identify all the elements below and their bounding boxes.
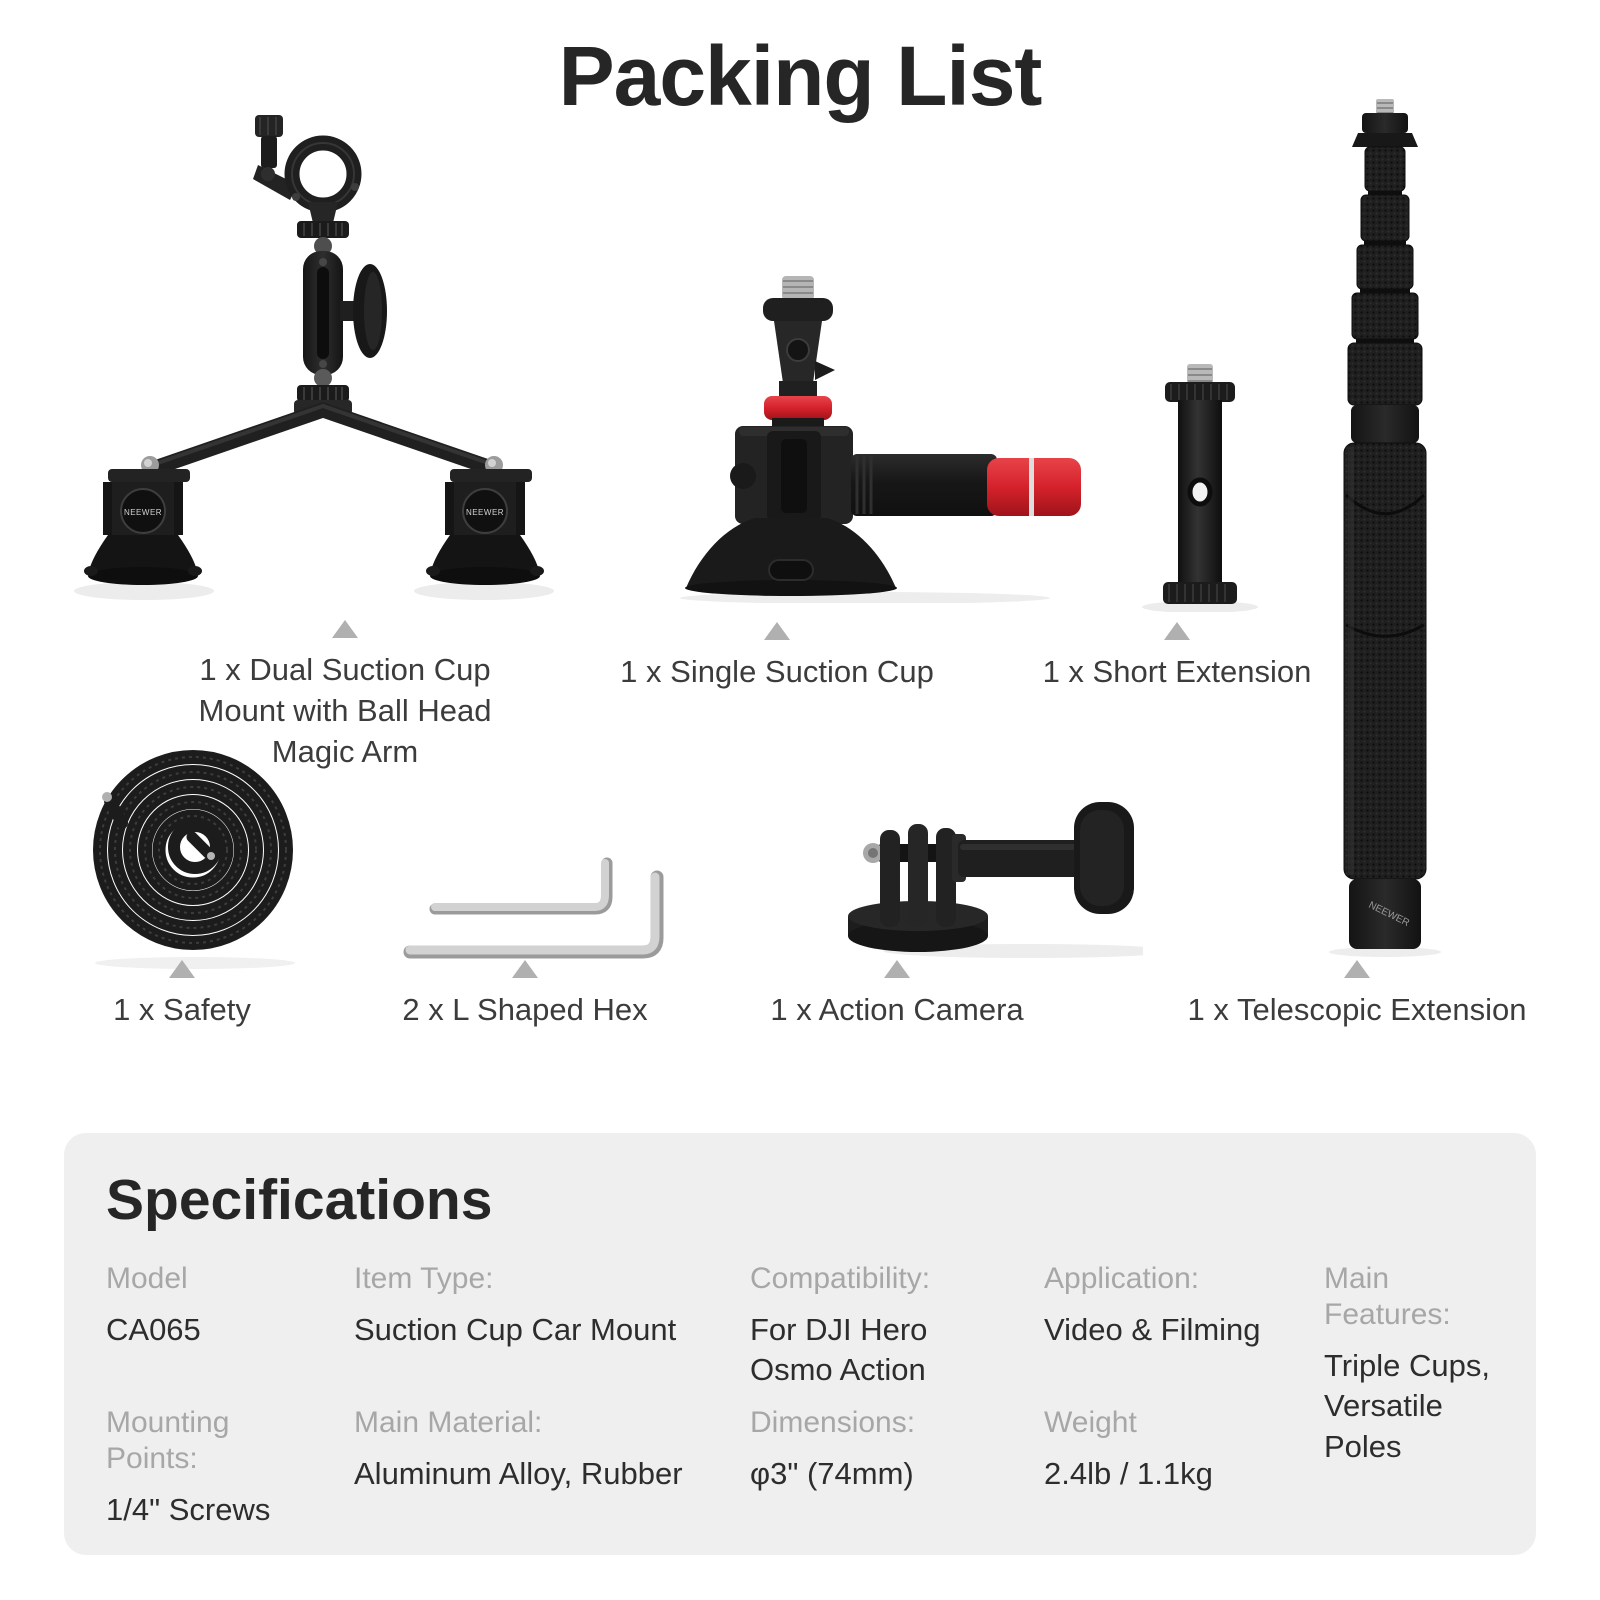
spec-mounting-points-value: 1/4" Screws [106, 1492, 271, 1527]
spec-weight [1044, 1405, 1294, 1494]
spec-mounting-points [106, 1405, 306, 1530]
spec-application [1044, 1261, 1294, 1350]
spec-mounting-points-label: Mounting Points: [106, 1406, 230, 1475]
spec-compatibility-value: For DJI Hero Osmo Action [750, 1312, 928, 1388]
spec-weight-label: Weight [1044, 1406, 1137, 1439]
pointer-triangle-single [764, 622, 790, 640]
spec-main-features [1324, 1261, 1514, 1467]
telescopic-extension-image [1318, 95, 1453, 957]
spec-item-type-label: Item Type: [354, 1262, 494, 1295]
spec-main-material-value: Aluminum Alloy, Rubber [354, 1456, 683, 1491]
pointer-triangle-telescopic [1344, 960, 1370, 978]
specifications-heading: Specifications [106, 1168, 493, 1232]
hex-wrenches-image [395, 845, 695, 965]
brand-badge-left: NEEWER [123, 508, 163, 517]
brand-badge-right: NEEWER [465, 508, 505, 517]
single-suction-cup-image [655, 268, 1095, 603]
short-extension-image [1125, 352, 1275, 612]
pointer-triangle-dual [332, 620, 358, 638]
page-title: Packing List [558, 29, 1042, 123]
spec-application-label: Application: [1044, 1262, 1200, 1295]
spec-model-value: CA065 [106, 1312, 201, 1347]
spec-weight-value: 2.4lb / 1.1kg [1044, 1456, 1213, 1491]
spec-dimensions-value: φ3" (74mm) [750, 1456, 914, 1491]
spec-item-type-value: Suction Cup Car Mount [354, 1312, 677, 1347]
spec-main-features-label: Main Features: [1324, 1262, 1451, 1331]
pointer-triangle-action [884, 960, 910, 978]
spec-model [106, 1261, 306, 1350]
item-label-safety: 1 x Safety [113, 992, 251, 1027]
item-label-action-camera: 1 x Action Camera [770, 992, 1024, 1027]
pointer-triangle-safety [169, 960, 195, 978]
spec-application-value: Video & Filming [1044, 1312, 1261, 1347]
spec-model-label: Model [106, 1262, 188, 1295]
action-camera-adapter-image [828, 788, 1143, 963]
spec-main-material [354, 1405, 704, 1494]
spec-compatibility-label: Compatibility: [750, 1262, 931, 1295]
spec-item-type [354, 1261, 704, 1350]
item-label-dual-suction-cup: 1 x Dual Suction Cup Mount with Ball Head Magic Arm [198, 652, 492, 769]
spec-main-features-value: Triple Cups, Versatile Poles [1324, 1348, 1490, 1464]
item-label-telescopic-extension: 1 x Telescopic Extension [1187, 992, 1527, 1027]
pointer-triangle-hex [512, 960, 538, 978]
spec-dimensions [750, 1405, 965, 1494]
spec-main-material-label: Main Material: [354, 1406, 543, 1439]
item-label-hex-wrench: 2 x L Shaped Hex [402, 992, 648, 1027]
item-label-single-suction-cup: 1 x Single Suction Cup [620, 654, 934, 689]
spec-compatibility [750, 1261, 965, 1391]
brand-mark-pole: NEEWER [1366, 899, 1411, 929]
item-label-short-extension: 1 x Short Extension [1042, 654, 1312, 689]
specifications-panel [64, 1133, 1536, 1555]
pointer-triangle-short [1164, 622, 1190, 640]
spec-dimensions-label: Dimensions: [750, 1406, 916, 1439]
dual-suction-cup-mount-image [70, 105, 630, 610]
